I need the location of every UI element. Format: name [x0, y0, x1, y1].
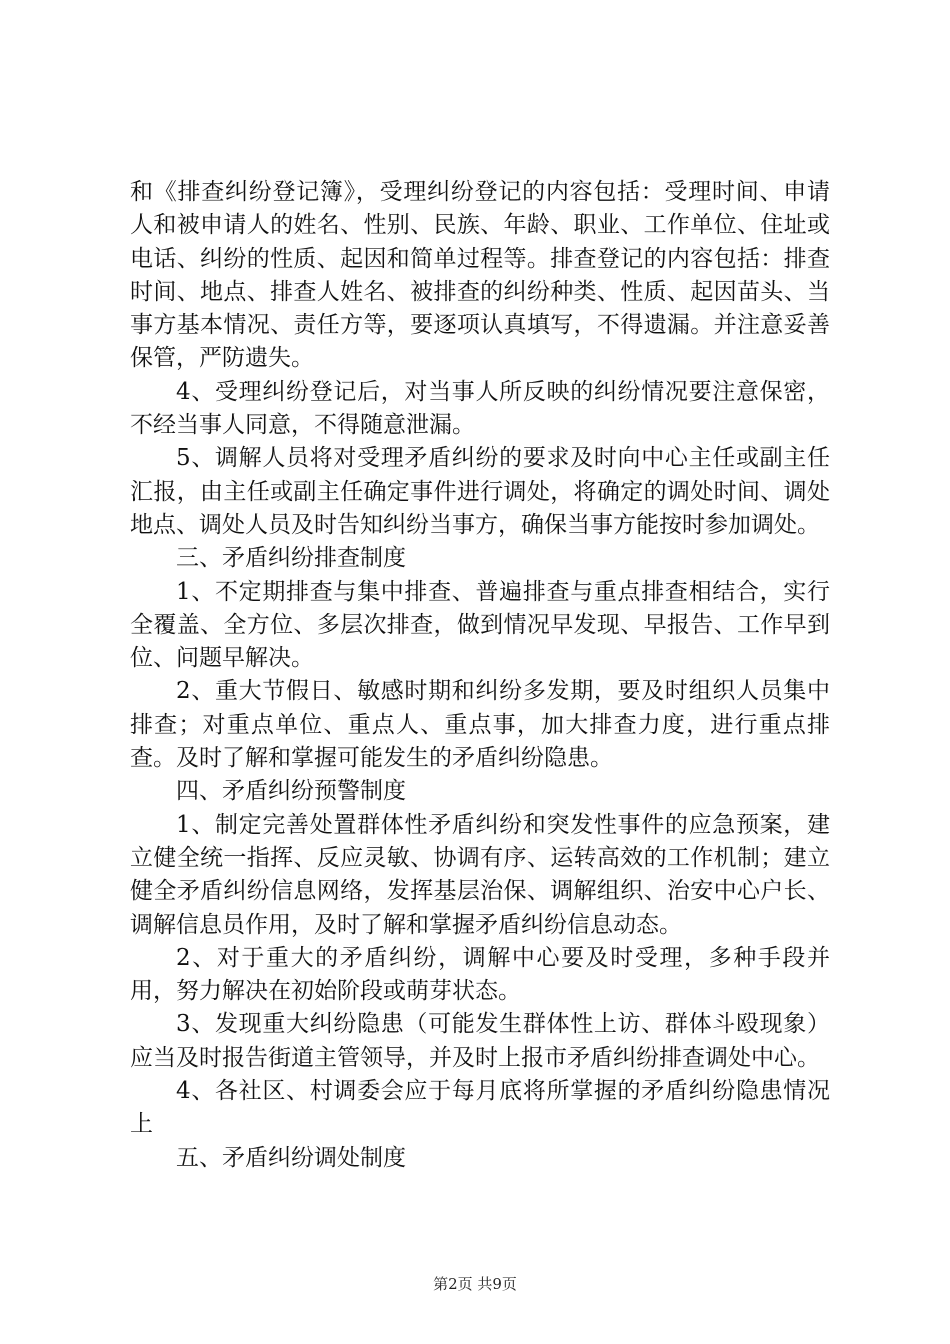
section-heading-3: 三、矛盾纠纷排查制度	[176, 545, 406, 572]
section-heading-5: 五、矛盾纠纷调处制度	[176, 1144, 406, 1171]
paragraph-1: 和《排查纠纷登记簿》，受理纠纷登记的内容包括：受理时间、申请人和被申请人的姓名、性别、民族、年龄、职业、工作单位、住址或电话、纠纷的性质、起因和简单过程等。排查登记的内容包括：排查时间、地点、排查人姓名、被排查的纠纷种类、性质、起因苗头、当事方基本情况、责任方等，要逐项认真填写，不得遗漏。并注意妥善保管，严防遗失。	[130, 179, 830, 372]
document-body	[130, 176, 830, 1175]
section-heading-4: 四、矛盾纠纷预警制度	[176, 778, 406, 805]
paragraph-4: 1、不定期排查与集中排查、普遍排查与重点排查相结合，实行全覆盖、全方位、多层次排查，做到情况早发现、早报告、工作早到位、问题早解决。	[130, 578, 830, 672]
paragraph-7: 2、对于重大的矛盾纠纷，调解中心要及时受理，多种手段并用，努力解决在初始阶段或萌芽状态。	[130, 944, 830, 1005]
paragraph-2: 4、受理纠纷登记后，对当事人所反映的纠纷情况要注意保密，不经当事人同意，不得随意泄漏。	[130, 378, 830, 439]
paragraph-5: 2、重大节假日、敏感时期和纠纷多发期，要及时组织人员集中排查；对重点单位、重点人、重点事，加大排查力度，进行重点排查。及时了解和掌握可能发生的矛盾纠纷隐患。	[130, 678, 830, 772]
paragraph-9: 4、各社区、村调委会应于每月底将所掌握的矛盾纠纷隐患情况上	[130, 1078, 830, 1138]
paragraph-8: 3、发现重大纠纷隐患（可能发生群体性上访、群体斗殴现象）应当及时报告街道主管领导，并及时上报市矛盾纠纷排查调处中心。	[130, 1011, 830, 1071]
paragraph-3: 5、调解人员将对受理矛盾纠纷的要求及时向中心主任或副主任汇报，由主任或副主任确定事件进行调处，将确定的调处时间、调处地点、调处人员及时告知纠纷当事方，确保当事方能按时参加调处。	[130, 445, 830, 538]
paragraph-6: 1、制定完善处置群体性矛盾纠纷和突发性事件的应急预案，建立健全统一指挥、反应灵敏、协调有序、运转高效的工作机制；建立健全矛盾纠纷信息网络，发挥基层治保、调解组织、治安中心户长、调解信息员作用，及时了解和掌握矛盾纠纷信息动态。	[130, 811, 830, 938]
page-number-footer: 第2页 共9页	[433, 1275, 517, 1293]
